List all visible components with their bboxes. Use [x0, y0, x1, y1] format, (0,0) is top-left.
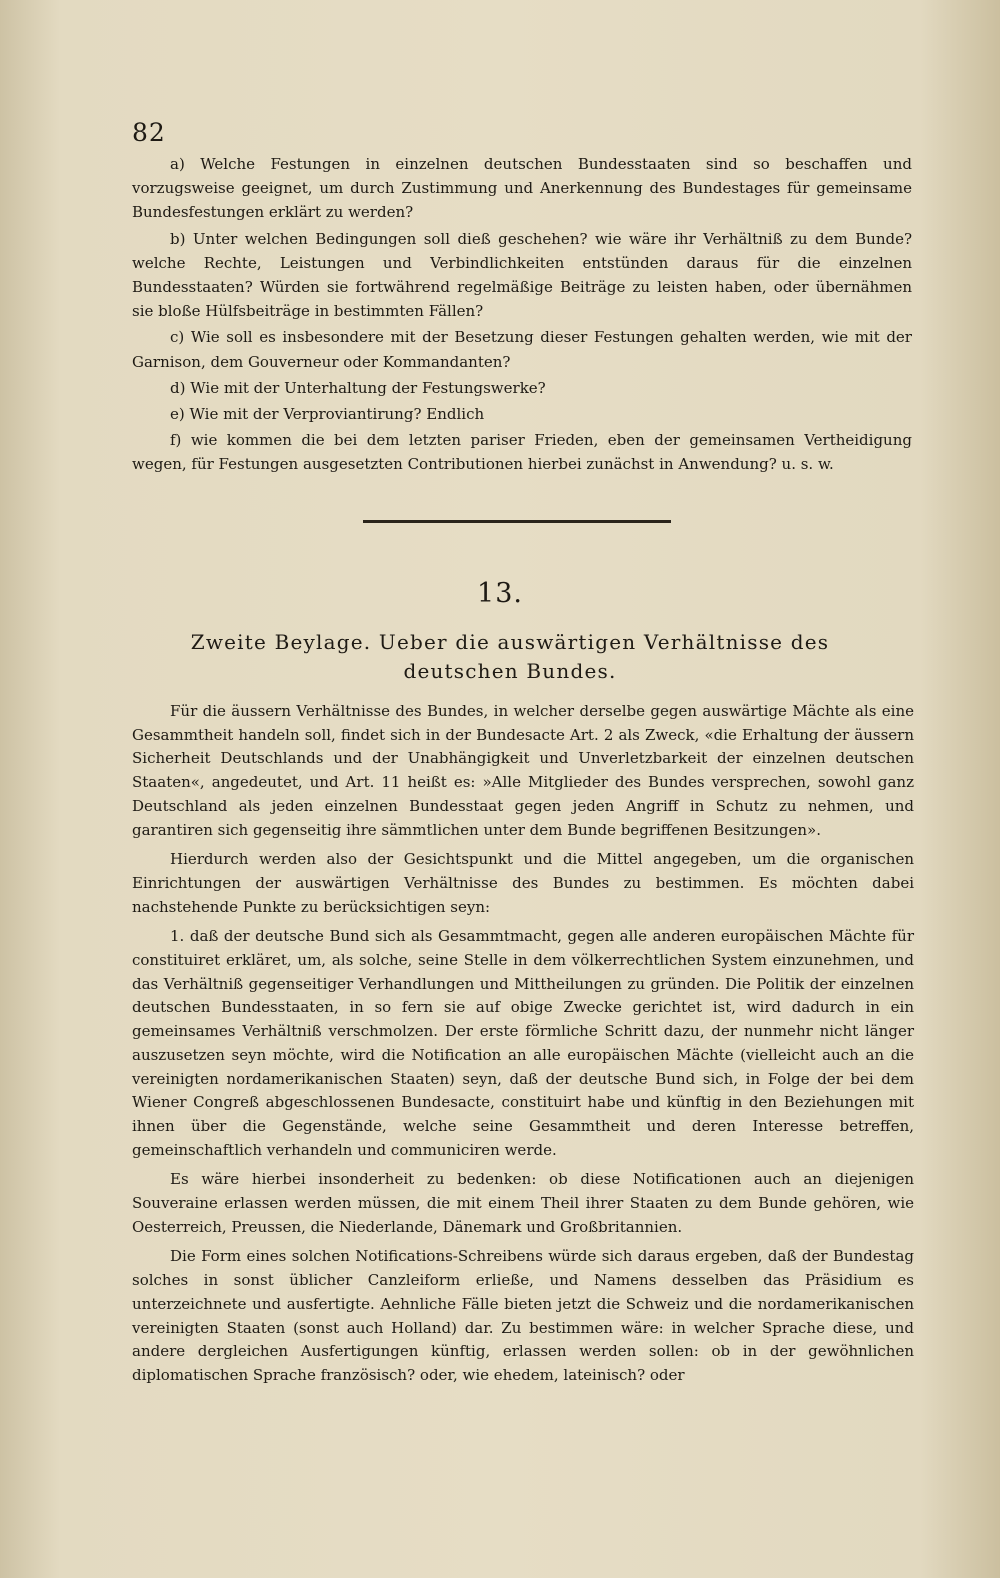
question-label: c)	[170, 328, 185, 347]
question-text: Welche Festungen in einzelnen deutschen Bundesstaaten sind so beschaffen und vorzugsweise geeignet, um durch Zustimmung und Anerkennung des Bundestages für gemeinsame Bundesfestungen erklärt zu werden?	[132, 155, 912, 222]
paragraph: Es wäre hierbei insonderheit zu bedenken: ob diese Notificationen auch an diejenigen Souveraine erlassen werden müssen, die mit einem Theil ihrer Staaten zu dem Bunde gehören, wie Oesterreich, Preussen, die Niederlande, Dänemark und Großbritannien.	[132, 1170, 914, 1236]
section-title	[160, 628, 860, 686]
paragraph: 1. daß der deutsche Bund sich als Gesammtmacht, gegen alle anderen europäischen Mächte für constituiret erkläret, um, als solche, seine Stelle in dem völkerrechtlichen System einzunehmen, und das Verhältniß gegenseitiger Verhandlungen und Mittheilungen zu gründen. Die Politik der einzelnen deutschen Bundesstaaten, in so fern sie auf obige Zwecke gerichtet ist, wird dadurch in ein gemeinsames Verhältniß verschmolzen. Der erste förmliche Schritt dazu, der nunmehr nicht länger auszusetzen seyn möchte, wird die Notification an alle europäischen Mächte (vielleicht auch an die vereinigten nordamerikanischen Staaten) seyn, daß der deutsche Bund sich, in Folge der bei dem Wiener Congreß abgeschlossenen Bundesacte, constituirt habe und künftig in den Beziehungen mit ihnen über die Gegenstände, welche seine Gesammtheit und deren Interesse betreffen, gemeinschaftlich verhandeln und communiciren werde.	[132, 927, 914, 1159]
question-label: f)	[170, 431, 182, 450]
paragraph: Die Form eines solchen Notifications-Schreibens würde sich daraus ergeben, daß der Bundestag solches in sonst üblicher Canzleiform erließe, und Namens desselben das Präsidium es unterzeichnete und ausfertigte. Aehnliche Fälle bieten jetzt die Schweiz und die nordamerikanischen vereinigten Staaten (sonst auch Holland) dar. Zu bestimmen wäre: in welcher Sprache diese, und andere dergleichen Ausfertigungen künftig, erlassen werden sollen: ob in der gewöhnlichen diplomatischen Sprache französisch? oder, wie ehedem, lateinisch? oder	[132, 1247, 914, 1384]
question-text: Wie soll es insbesondere mit der Besetzung dieser Festungen gehalten werden, wie mit der Garnison, dem Gouverneur oder Kommandanten?	[132, 328, 912, 371]
question-text: Unter welchen Bedingungen soll dieß geschehen? wie wäre ihr Verhältniß zu dem Bunde? welche Rechte, Leistungen und Verbindlichkeiten entstünden daraus für die einzelnen Bundesstaaten? Würden sie fortwährend regelmäßige Beiträge zu leisten haben, oder übernähmen sie bloße Hülfsbeiträge in bestimmten Fällen?	[132, 229, 912, 321]
question-item	[132, 402, 912, 426]
body-text	[132, 700, 914, 1394]
section-title-line: deutschen Bundes.	[403, 659, 617, 683]
question-item	[132, 428, 912, 476]
question-text: Wie mit der Unterhaltung der Festungswerke?	[190, 378, 546, 397]
question-item	[132, 227, 912, 324]
question-item	[132, 325, 912, 373]
question-text: Wie mit der Verproviantirung? Endlich	[189, 405, 485, 424]
question-label: b)	[170, 229, 186, 248]
question-label: e)	[170, 405, 185, 424]
question-text: wie kommen die bei dem letzten pariser Frieden, eben der gemeinsamen Vertheidigung wegen, für Festungen ausgesetzten Contributionen hierbei zunächst in Anwendung? u. s. w.	[132, 431, 912, 474]
paragraph: Für die äussern Verhältnisse des Bundes, in welcher derselbe gegen auswärtige Mächte als eine Gesammtheit handeln soll, findet sich in der Bundesacte Art. 2 als Zweck, «die Erhaltung der äussern Sicherheit Deutschlands und der Unabhängigkeit und Unverletzbarkeit der einzelnen deutschen Staaten«, angedeutet, und Art. 11 heißt es: »Alle Mitglieder des Bundes versprechen, sowohl ganz Deutschland als jeden einzelnen Bundesstaat gegen jeden Angriff in Schutz zu nehmen, und garantiren sich gegenseitig ihre sämmtlichen unter dem Bunde begriffenen Besitzungen».	[132, 702, 914, 839]
paragraph: Hierdurch werden also der Gesichtspunkt und die Mittel angegeben, um die organischen Einrichtungen der auswärtigen Verhältnisse des Bundes zu bestimmen. Es möchten dabei nachstehende Punkte zu berücksichtigen seyn:	[132, 850, 914, 916]
question-list	[132, 152, 912, 479]
question-item	[132, 376, 912, 400]
question-item	[132, 152, 912, 225]
section-divider	[363, 520, 671, 523]
question-label: a)	[170, 155, 185, 173]
question-label: d)	[170, 378, 186, 397]
page-number: 82	[132, 118, 166, 147]
section-title-line: Zweite Beylage. Ueber die auswärtigen Verhältnisse des	[190, 630, 830, 654]
section-number: 13.	[477, 578, 523, 609]
